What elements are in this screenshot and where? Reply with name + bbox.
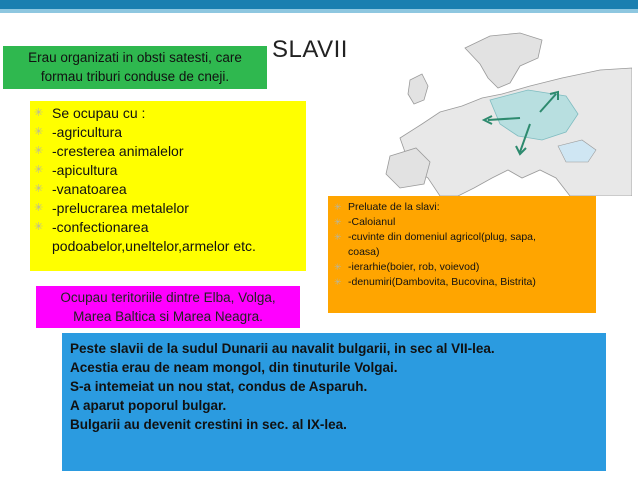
star-bullet-icon: ✳ xyxy=(34,221,44,233)
occupation-item xyxy=(30,218,306,237)
star-bullet-icon: ✳ xyxy=(34,164,44,176)
occupation-item xyxy=(30,199,306,218)
occupation-item xyxy=(30,180,306,199)
bulgarians-line: S-a intemeiat un nou stat, condus de Asparuh. xyxy=(70,379,368,394)
bulgarians-line: Peste slavii de la sudul Dunarii au navalit bulgarii, in sec al VII-lea. xyxy=(70,341,495,356)
borrowing-text: coasa) xyxy=(348,246,380,258)
europe-map-illustration xyxy=(370,28,632,196)
top-accent-bar xyxy=(0,0,638,9)
star-bullet-icon: ✳ xyxy=(334,277,342,287)
occupation-item-continuation xyxy=(30,237,306,256)
europe-map-image xyxy=(370,28,632,196)
occupation-text: -prelucrarea metalelor xyxy=(52,200,189,216)
occupation-item xyxy=(30,161,306,180)
star-bullet-icon: ✳ xyxy=(34,145,44,157)
slide-title: SLAVII xyxy=(272,36,348,63)
star-bullet-icon: ✳ xyxy=(34,126,44,138)
bulgarians-line: A aparut poporul bulgar. xyxy=(70,398,227,413)
occupation-text: -apicultura xyxy=(52,162,118,178)
occupation-text: -vanatoarea xyxy=(52,181,127,197)
occupation-item xyxy=(30,142,306,161)
occupations-list xyxy=(30,101,306,256)
borrowings-box xyxy=(328,196,596,313)
star-bullet-icon: ✳ xyxy=(334,217,342,227)
borrowing-item xyxy=(328,215,596,230)
borrowing-text: -denumiri(Dambovita, Bucovina, Bistrita) xyxy=(348,276,536,288)
top-accent-bar-light xyxy=(0,9,638,13)
occupation-text: podoabelor,uneltelor,armelor etc. xyxy=(52,238,256,254)
occupation-item xyxy=(30,123,306,142)
territory-line-2: Marea Baltica si Marea Neagra. xyxy=(73,309,263,324)
borrowing-text: -cuvinte din domeniul agricol(plug, sapa, xyxy=(348,231,536,243)
star-bullet-icon: ✳ xyxy=(334,202,342,212)
borrowing-item-continuation xyxy=(328,245,596,260)
bulgarians-line: Acestia erau de neam mongol, din tinuturile Volgai. xyxy=(70,360,398,375)
organization-line-2: formau triburi conduse de cneji. xyxy=(40,69,230,84)
borrowing-item xyxy=(328,230,596,245)
borrowing-item xyxy=(328,260,596,275)
occupation-text: -agricultura xyxy=(52,124,123,140)
borrowing-text: -Caloianul xyxy=(348,216,396,228)
star-bullet-icon: ✳ xyxy=(34,107,44,119)
star-bullet-icon: ✳ xyxy=(334,262,342,272)
bulgarians-line: Bulgarii au devenit crestini in sec. al IX-lea. xyxy=(70,417,347,432)
borrowing-text: Preluate de la slavi: xyxy=(348,201,440,213)
borrowing-item xyxy=(328,275,596,290)
borrowing-item xyxy=(328,200,596,215)
star-bullet-icon: ✳ xyxy=(334,232,342,242)
territory-box xyxy=(36,286,300,328)
organization-box xyxy=(3,46,267,89)
occupation-text: Se ocupau cu : xyxy=(52,105,146,121)
occupation-text: -confectionarea xyxy=(52,219,149,235)
star-bullet-icon: ✳ xyxy=(34,202,44,214)
occupations-box xyxy=(30,101,306,271)
star-bullet-icon: ✳ xyxy=(34,183,44,195)
occupation-item xyxy=(30,104,306,123)
occupation-text: -cresterea animalelor xyxy=(52,143,184,159)
borrowings-list xyxy=(328,196,596,290)
organization-line-1: Erau organizati in obsti satesti, care xyxy=(28,50,242,65)
bulgarians-box xyxy=(62,333,606,471)
territory-line-1: Ocupau teritoriile dintre Elba, Volga, xyxy=(60,290,276,305)
borrowing-text: -ierarhie(boier, rob, voievod) xyxy=(348,261,480,273)
